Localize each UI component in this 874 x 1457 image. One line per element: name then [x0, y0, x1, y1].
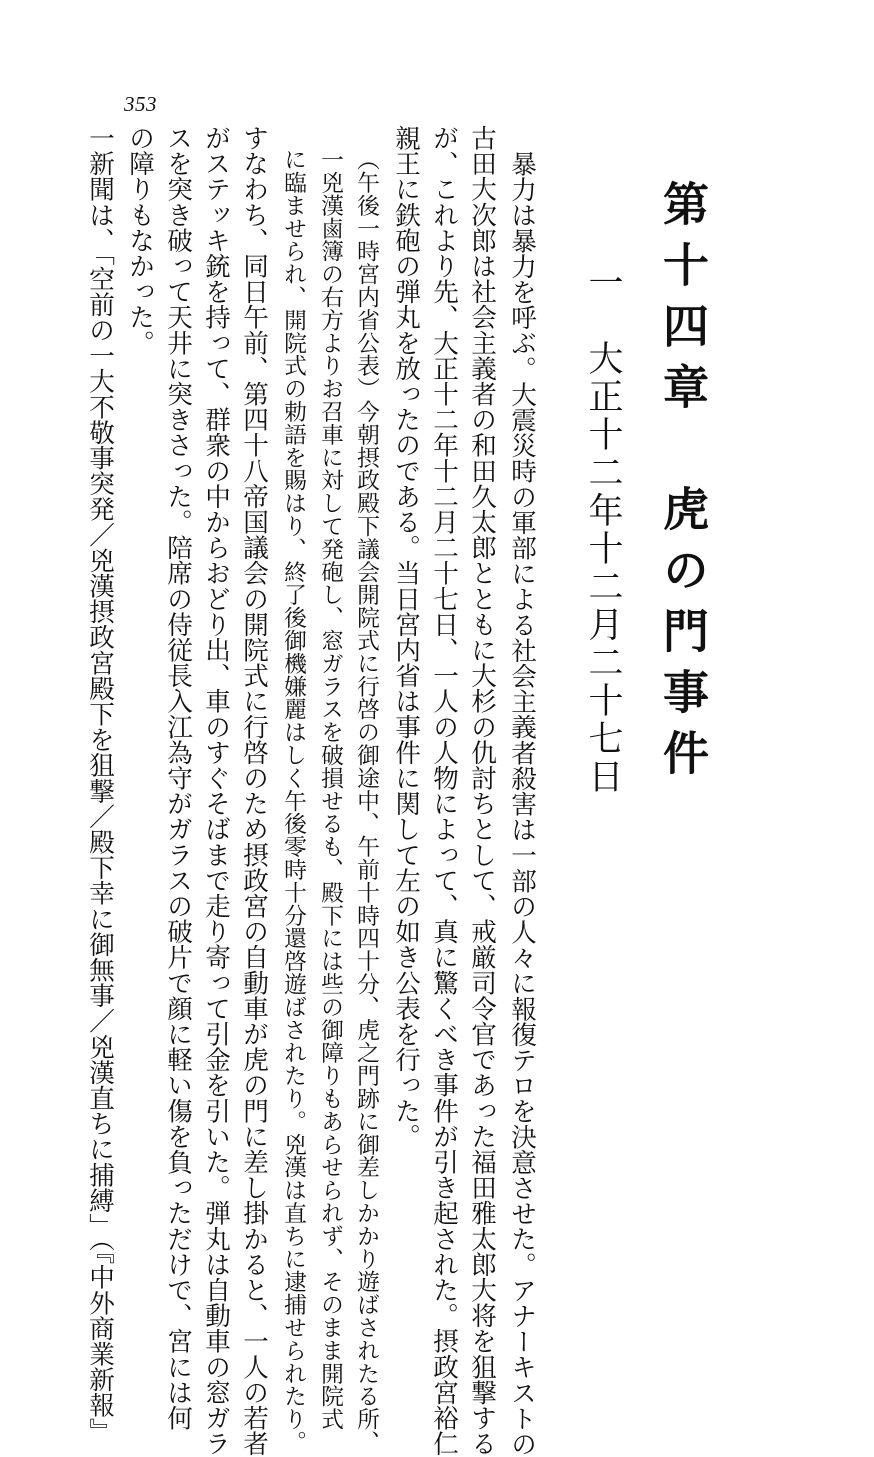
quoted-announcement-column: （午後一時宮内省公表）今朝摂政殿下議会開院式に行啓の御途中、午前十時四十分、虎之門跡に御差しかかり遊ばされたる所、: [353, 148, 379, 1454]
body-text-column: が、これより先、大正十二年十二月二十七日、一人の人物によって、真に驚くべき事件が引き起された。摂政宮裕仁: [429, 125, 459, 1457]
body-text-column: スを突き破って天井に突きさった。陪席の侍従長入江為守がガラスの破片で顔に軽い傷を負っただけで、宮には何: [163, 125, 193, 1431]
chapter-title: 第十四章 虎の門事件: [656, 180, 710, 790]
body-text-column: 暴力は暴力を呼ぶ。大震災時の軍部による社会主義者殺害は一部の人々に報復テロを決意させた。アナーキストの: [507, 151, 537, 1457]
body-text-column: の障りもなかった。: [125, 125, 155, 356]
body-text-column: 親王に鉄砲の弾丸を放ったのである。当日宮内省は事件に関して左の如き公表を行った。: [391, 125, 421, 1149]
quoted-announcement-column: に臨ませられ、開院式の勅語を賜はり、終了後御機嫌麗はしく午後零時十分還啓遊ばされたり。兇漢は直ちに逮捕せられたり。: [280, 148, 306, 1454]
body-text-column: がステッキ銃を持って、群衆の中からおどり出、車のすぐそばまで走り寄って引金を引いた。弾丸は自動車の窓ガラ: [201, 125, 231, 1457]
body-text-column: 古田大次郎は社会主義者の和田久太郎とともに大杉の仇討ちとして、戒厳司令官であった福田雅太郎大将を狙撃する: [467, 125, 497, 1457]
section-title: 一 大正十二年十二月二十七日: [583, 264, 623, 796]
page-number: 353: [124, 92, 157, 116]
quoted-announcement-column: 一兇漢鹵簿の右方よりお召車に対して発砲し、窓ガラスを破損せるも、殿下には些の御障りもあらせられず、そのまま開院式: [317, 148, 343, 1431]
body-text-column: すなわち、同日午前、第四十八帝国議会の開院式に行啓のため摂政宮の自動車が虎の門に差し掛かると、一人の若者: [239, 125, 269, 1457]
body-text-column: 一新聞は、「空前の一大不敬事突発／兇漢摂政宮殿下を狙撃／殿下幸に御無事／兇漢直ちに捕縛」（『中外商業新報』: [85, 125, 115, 1444]
